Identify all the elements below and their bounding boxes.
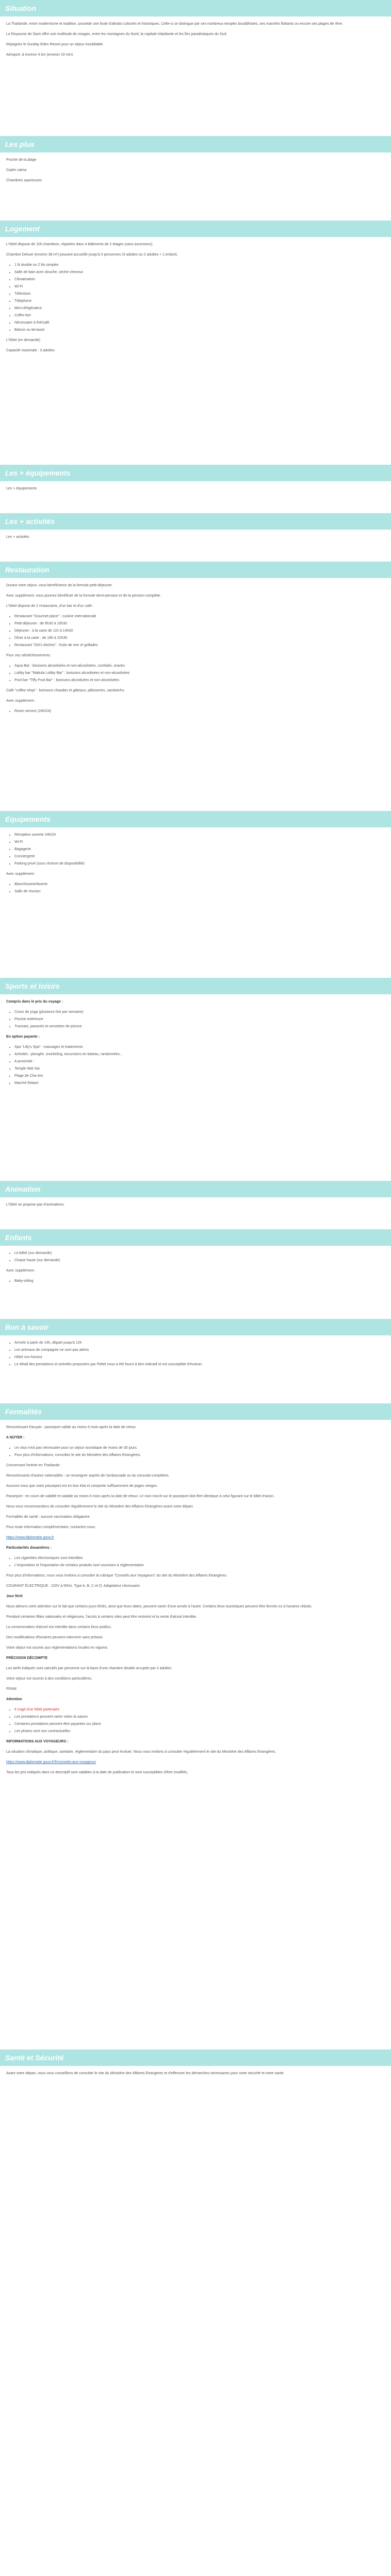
paragraph: Formalités de santé : aucune vaccination obligatoire. (6, 1515, 91, 1519)
section-body-restauration (0, 578, 391, 811)
paragraph: COURANT ÉLECTRIQUE : 220V à 50Hz. Type A, B, C et O. Adaptateur nécessaire. (6, 1584, 141, 1588)
paragraph: Les + activités (6, 535, 29, 539)
list-item: • Wi-Fi (14, 840, 385, 845)
section-title: Animation (5, 1185, 41, 1193)
list-item: • Les animaux de compagnie ne sont pas admis (14, 1348, 385, 1353)
paragraph: Avec supplément, vous pourrez bénéficier de la formule demi-pension et de la pension complète. (6, 594, 161, 598)
paragraph: Avant votre départ, nous vous conseillons de consulter le site du Ministère des Affaires Etrangères et d'effectuer les démarches nécessaires pour votre sécurité et votre santé. (6, 2072, 285, 2075)
paragraph: Les tarifs indiqués sont calculés par personne sur la base d'une chambre double occupée par 2 adultes. (6, 1667, 172, 1670)
list-item: • Chaise haute (sur demande) (14, 1258, 385, 1263)
paragraph: Tous les prix indiqués dans ce descriptif sont valables à la date de publication et sont susceptibles d'être modifiés. (6, 1771, 188, 1774)
list-item: • Bagagerie (14, 847, 385, 852)
list-item: • Les prestations peuvent varier selon la saison (14, 1715, 385, 1720)
paragraph: Rejoignez le Sunday Eden Resort pour un séjour inoubliable. (6, 43, 104, 46)
paragraph: Pour plus d'informations, nous vous invitons à consulter la rubrique "Conseils aux Voyageurs" du site du Ministère des Affaires Etrangères. (6, 1574, 227, 1578)
list-item: • Aqua Bar : boissons alcoolisées et non-alcoolisées, cocktails, snacks (14, 664, 385, 669)
section-title: Restauration (5, 566, 50, 574)
section-body-enfants (0, 1246, 391, 1319)
paragraph: Café "coffee shop" : boissons chaudes et gâteaux, pâtisseries, sandwichs. (6, 689, 125, 692)
paragraph: Concernant l'entrée en Thaïlande : (6, 1464, 62, 1467)
list-item: • Temple Wat Sai (14, 1066, 385, 1072)
paragraph: La consommation d'alcool est interdite dans certains lieux publics. (6, 1625, 112, 1629)
section-title: Enfants (5, 1233, 32, 1242)
paragraph: Pour vos rafraîchissements : (6, 654, 52, 657)
section-heading-enfants (0, 1229, 391, 1246)
list-item: • Le détail des prestations et activités proposées par l'hôtel nous a été fourni à titre indicatif et est susceptible d'évoluer. (14, 1362, 385, 1367)
list-item: • A proximité : (14, 1059, 385, 1064)
list-item: • Réception ouverte 24h/24 (14, 833, 385, 838)
list-item: • Hôtel non-fumeur (14, 1355, 385, 1360)
paragraph: Ressortissant français : passeport valide au moins 6 mois après la date de retour. (6, 1426, 137, 1429)
section-heading-situation (0, 0, 391, 16)
subheading: Compris dans le prix du voyage : (6, 1000, 63, 1004)
list-item: • Télévision (14, 292, 385, 297)
paragraph: Attention (6, 1698, 22, 1701)
list-item: • Déjeuner : à la carte de 11h à 14h30 (14, 629, 385, 634)
list-item: • Mini-réfrigérateur (14, 306, 385, 311)
list-item: • Arrivée à partir de 14h, départ jusqu'à 12h (14, 1341, 385, 1346)
list-item: • Transats, parasols et serviettes de piscine (14, 1024, 385, 1029)
restaurant-list (6, 614, 385, 648)
paragraph: Votre séjour est soumis à des conditions particulières. (6, 1677, 92, 1681)
list-item: • Lobby bar "Mabula Lobby Bar" : boissons alcoolisées et non-alcoolisées (14, 671, 385, 676)
list-item: • Parking privé (sous réserve de disponibilité) (14, 861, 385, 867)
section-title: Les + équipements (5, 469, 71, 477)
paragraph: Particularités douanières : (6, 1546, 52, 1550)
list-item: • Téléphone (14, 299, 385, 304)
section-body-sports (0, 994, 391, 1181)
list-item: • Certaines prestations peuvent être payantes sur place (14, 1722, 385, 1727)
list-item: • Les photos sont non contractuelles (14, 1729, 385, 1734)
paragraph: Pour toute information complémentaire, contactez-nous. (6, 1526, 96, 1529)
list-item: • Climatisation (14, 277, 385, 282)
paid-list (6, 709, 385, 714)
section-body-les-plus (0, 152, 391, 221)
paid-equipment-list (6, 882, 385, 894)
paragraph: Chambre Deluxe (environ 38 m²) pouvant accueillir jusqu'à 3 personnes (3 adultes ou 2 adultes + 1 enfant). (6, 253, 178, 257)
paragraph: L'hôtel dispose de 2 restaurants, d'un bar et d'un café : (6, 604, 94, 608)
equipment-list (6, 833, 385, 867)
paragraph: Ressortissants d'autres nationalités : se renseigner auprès de l'ambassade ou du consulat compétent. (6, 1474, 170, 1478)
paragraph: Les + équipements (6, 487, 37, 490)
paragraph: A NOTER : (6, 1436, 25, 1439)
list-item: • 1 lit double ou 2 lits simples (14, 263, 385, 268)
section-heading-animation (0, 1181, 391, 1197)
section-heading-bon-a-savoir (0, 1319, 391, 1335)
section-body-equipements (0, 827, 391, 978)
list-item: • Plage de Cha-Am (14, 1074, 385, 1079)
amenities-list (6, 263, 385, 333)
paragraph: FRAM (6, 1687, 17, 1691)
section-title: Bon à savoir (5, 1323, 49, 1331)
list-item: • Activités : plongée, snorkeling, excursions en bateau, randonnées... (14, 1052, 385, 1057)
paragraph: Votre séjour est soumis aux réglementations locales en vigueur. (6, 1646, 108, 1650)
list-item: • Blanchisserie/laverie (14, 882, 385, 887)
section-heading-plus-equipements (0, 465, 391, 481)
list-item: Chambres spacieuses (6, 179, 42, 182)
list-item: • Spa "Lilly's Spa" : massages et traitements (14, 1045, 385, 1050)
list-item: • Les cigarettes électroniques sont interdites (14, 1556, 385, 1561)
conseils-voyageurs-link[interactable]: https://www.diplomatie.gouv.fr/fr/conseils-aux-voyageurs (6, 1760, 96, 1764)
section-title: Logement (5, 225, 40, 233)
list-item: • Coffre-fort (14, 313, 385, 318)
paragraph: Capacité maximale : 3 adultes (6, 349, 55, 352)
paragraph: Le Royaume de Siam offre une multitude de visages, entre les montagnes du Nord, la capitale trépidante et les îles paradisiaques du Sud. (6, 32, 227, 36)
list-item: • Salle de bain avec douche, sèche-cheveux (14, 270, 385, 275)
list-item: • Il s'agit d'un hôtel partenaire (14, 1707, 385, 1713)
list-item: • Cours de yoga (plusieurs fois par semaine) (14, 1010, 385, 1015)
list-item: • L'importation et l'exportation de certains produits sont soumises à réglementation (14, 1563, 385, 1568)
paragraph: L'hôtel dispose de 100 chambres, réparties dans 4 bâtiments de 2 étages (sans ascenseur). (6, 243, 154, 246)
list-item: • Pour plus d'informations, consultez le site du Ministère des Affaires Etrangères. (14, 1453, 385, 1458)
section-heading-sante (0, 2049, 391, 2066)
section-title: Sports et loisirs (5, 982, 60, 990)
list-item: • Piscine extérieure (14, 1017, 385, 1022)
paragraph: La Thaïlande, entre modernisme et tradition, possède une foule d'attraits culturels et historiques. Celle-ci se distingue par ses nombreux temples bouddhistes, ses marchés flottants ou encore ses plages de rêve. (6, 22, 343, 26)
included-sports-list (6, 1010, 385, 1029)
section-heading-restauration (0, 562, 391, 578)
good-to-know-list (6, 1341, 385, 1367)
paragraph: Assurez-vous que votre passeport est en bon état et comporte suffisamment de pages vierges. (6, 1484, 158, 1488)
section-title: Equipements (5, 815, 51, 823)
section-body-bon-a-savoir (0, 1335, 391, 1403)
list-item: • Marché flottant (14, 1081, 385, 1086)
diplomatie-link[interactable]: https://www.diplomatie.gouv.fr (6, 1536, 54, 1539)
kids-list (6, 1251, 385, 1263)
section-body-logement (0, 237, 391, 465)
section-heading-formalites (0, 1403, 391, 1420)
attention-list (6, 1707, 385, 1734)
list-item: • Salle de réunion (14, 889, 385, 894)
bar-list (6, 664, 385, 683)
list-item: • Restaurant "Gourmet place" : cuisine internationale (14, 614, 385, 619)
list-item: • Pool bar "Tiffy Pool Bar" : boissons alcoolisées et non-alcoolisées (14, 678, 385, 683)
customs-list (6, 1556, 385, 1568)
section-heading-sports (0, 978, 391, 994)
subheading: En option payante : (6, 1035, 40, 1039)
list-item: • Dîner à la carte : de 18h à 22h30 (14, 636, 385, 641)
paragraph: INFORMATIONS AUX VOYAGEURS : (6, 1740, 69, 1743)
kids-paid-list (6, 1279, 385, 1284)
list-item: • Petit-déjeuner : de 6h30 à 10h30 (14, 621, 385, 626)
formalities-list (6, 1446, 385, 1458)
paid-sports-list (6, 1045, 385, 1086)
list-item: • Un visa n'est pas nécessaire pour un séjour touristique de moins de 30 jours. (14, 1446, 385, 1451)
paragraph: Durant votre séjour, vous bénéficierez de la formule petit-déjeuner. (6, 584, 113, 587)
list-item: • Balcon ou terrasse (14, 328, 385, 333)
section-title: Situation (5, 4, 36, 12)
section-body-sante (0, 2066, 391, 2098)
section-body-situation (0, 16, 391, 136)
paragraph: Pendant certaines fêtes nationales et religieuses, l'accès à certains sites peut être restreint et la vente d'alcool interdite. (6, 1615, 197, 1619)
section-heading-logement (0, 221, 391, 237)
paragraph: La situation climatique, politique, sanitaire, réglementaire du pays peut évoluer. Nous vous invitons à consulter régulièrement le site du Ministère des Affaires Etrangères. (6, 1750, 276, 1754)
paragraph: Avec supplément : (6, 1269, 36, 1273)
paragraph: L'hôtel (en demande) (6, 338, 40, 342)
section-body-plus-equipements (0, 481, 391, 513)
paragraph: Jour férié (6, 1595, 23, 1598)
section-body-plus-activites (0, 530, 391, 562)
section-title: Les + activités (5, 517, 55, 526)
paragraph: PRÉCISION DÉCOMPTE (6, 1656, 48, 1660)
paragraph: L'hôtel ne propose pas d'animations. (6, 1203, 65, 1207)
list-item: • Baby-sitting (14, 1279, 385, 1284)
list-item: Cadre calme (6, 168, 27, 172)
list-item: Proche de la plage (6, 158, 37, 162)
section-title: Formalités (5, 1408, 42, 1416)
list-item: • Wi-Fi (14, 284, 385, 290)
section-title: Santé et Sécurité (5, 2054, 64, 2062)
list-item: • Restaurant "Girl's kitchen" : fruits de mer et grillades (14, 643, 385, 648)
paragraph: Nous attirons votre attention sur le fait que certains jours fériés, ainsi que leurs dates, peuvent varier d'une année à l'autre. Certains lieux touristiques peuvent être fermés ou à horaires réduits. (6, 1605, 313, 1608)
paragraph: Aéroport: à environ 4 km (environ 10 min) (6, 53, 73, 57)
section-body-formalites (0, 1420, 391, 2049)
paragraph: Avec supplément : (6, 872, 36, 876)
list-item: • Lit bébé (sur demande) (14, 1251, 385, 1256)
section-title: Les plus (5, 140, 35, 148)
section-heading-plus-activites (0, 513, 391, 530)
list-item: • Conciergerie (14, 854, 385, 859)
list-item: • Nécessaire à thé/café (14, 320, 385, 326)
section-body-animation (0, 1197, 391, 1229)
paragraph: Avec supplément : (6, 699, 36, 703)
paragraph: Passeport : en cours de validité et valable au moins 6 mois après la date de retour. Le nom inscrit sur le passeport doit être identique à celui figurant sur le billet d'avion. (6, 1495, 275, 1498)
section-heading-equipements (0, 811, 391, 827)
list-item: • Room service (24h/24) (14, 709, 385, 714)
paragraph: Nous vous recommandons de consulter régulièrement le site du Ministère des Affaires Etrangères avant votre départ. (6, 1505, 194, 1509)
section-heading-les-plus (0, 136, 391, 152)
paragraph: Des modifications d'horaires peuvent intervenir sans préavis. (6, 1636, 104, 1639)
